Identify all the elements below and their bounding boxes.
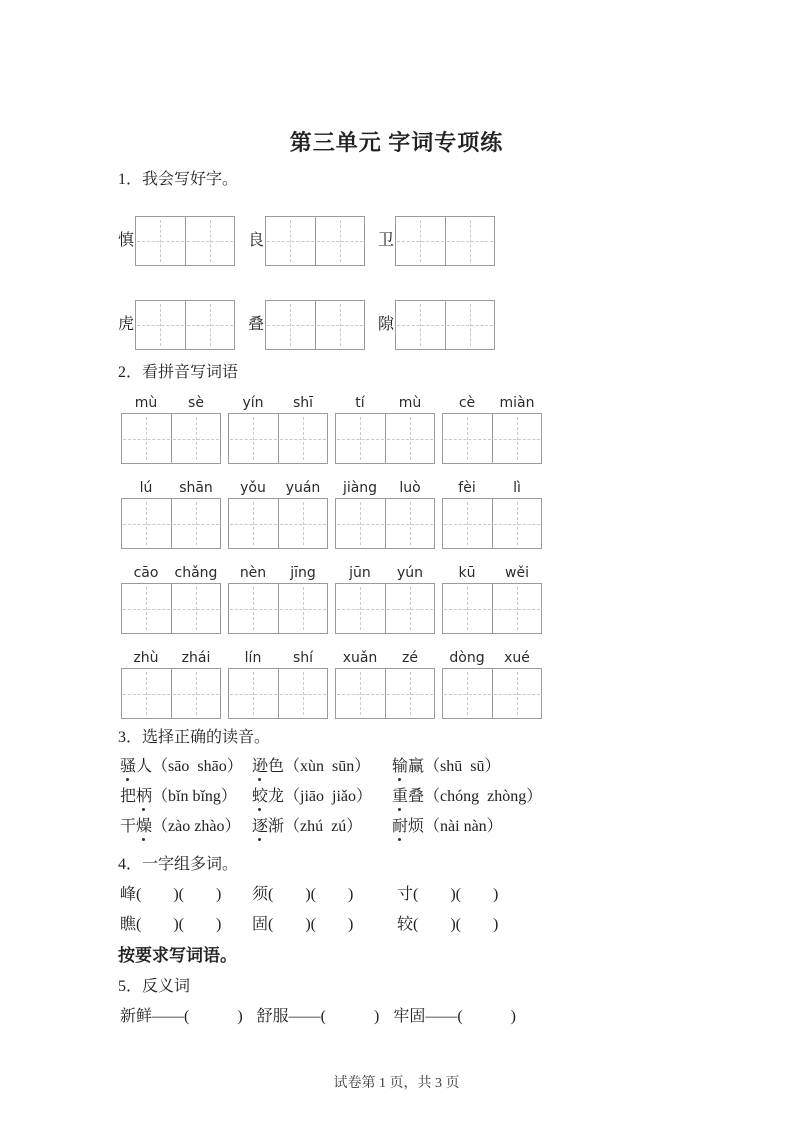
writing-cell xyxy=(385,414,434,463)
pinyin-syllable: zhù xyxy=(133,650,159,666)
pinyin-labels xyxy=(442,476,542,496)
character-label: 隙 xyxy=(378,316,395,333)
pinyin-syllable: shī xyxy=(292,395,314,411)
blank-parens: ( )( ) xyxy=(136,886,222,903)
writing-box xyxy=(335,583,435,634)
pinyin-syllable: kū xyxy=(458,565,476,581)
pronunciation-item xyxy=(392,817,503,837)
writing-box xyxy=(121,583,221,634)
pinyin-syllable: jiàng xyxy=(342,480,378,496)
write-words-heading: 按要求写词语。 xyxy=(118,946,237,965)
writing-cell xyxy=(385,669,434,718)
blank-parens: ( )( ) xyxy=(413,916,499,933)
dotted-character: 蛟 xyxy=(252,788,269,805)
writing-cell xyxy=(122,584,171,633)
writing-cell xyxy=(315,217,364,265)
pinyin-syllable: chǎng xyxy=(174,565,218,581)
pinyin-syllable: fèi xyxy=(458,480,476,496)
writing-grid-group xyxy=(378,216,495,266)
pinyin-syllable: xuǎn xyxy=(342,650,378,666)
antonym-item: 牢固——( ) xyxy=(393,1008,517,1025)
base-character: 须 xyxy=(252,886,269,903)
dotted-character: 骚 xyxy=(120,758,137,775)
writing-cell xyxy=(229,414,278,463)
writing-box xyxy=(265,216,365,266)
pinyin-labels xyxy=(228,476,328,496)
pinyin-group xyxy=(442,561,542,634)
writing-box xyxy=(228,498,328,549)
writing-box xyxy=(121,668,221,719)
pinyin-labels xyxy=(335,476,435,496)
writing-grid-row xyxy=(118,216,793,266)
pinyin-syllable: cè xyxy=(458,395,476,411)
writing-box xyxy=(395,300,495,350)
writing-cell xyxy=(278,669,327,718)
dotted-character: 逐 xyxy=(252,818,269,835)
pinyin-syllable: shí xyxy=(292,650,314,666)
pinyin-group xyxy=(335,561,435,634)
word-building-item xyxy=(397,915,498,935)
pinyin-labels xyxy=(121,646,221,666)
writing-box xyxy=(135,216,235,266)
word-building-item xyxy=(397,885,498,905)
pinyin-labels xyxy=(442,646,542,666)
writing-cell xyxy=(278,499,327,548)
pronunciation-item xyxy=(252,757,392,777)
character-label: 虎 xyxy=(118,316,135,333)
section-1-heading: 1．我会写好字。 xyxy=(118,171,239,188)
pinyin-labels xyxy=(442,561,542,581)
writing-cell xyxy=(136,217,185,265)
writing-cell xyxy=(492,584,541,633)
pronunciation-options: （zào zhào） xyxy=(152,818,241,835)
writing-cell xyxy=(171,584,220,633)
pinyin-group xyxy=(335,391,435,464)
pinyin-row xyxy=(121,476,793,549)
writing-cell xyxy=(278,414,327,463)
blank-parens: ( )( ) xyxy=(268,916,354,933)
word-building-item xyxy=(252,885,397,905)
pinyin-labels xyxy=(335,391,435,411)
pinyin-syllable: lì xyxy=(513,480,521,496)
pinyin-row xyxy=(121,391,793,464)
blank-parens: ( )( ) xyxy=(136,916,222,933)
writing-cell xyxy=(336,499,385,548)
writing-box xyxy=(121,413,221,464)
writing-cell xyxy=(396,301,445,349)
pinyin-labels xyxy=(121,561,221,581)
pinyin-group xyxy=(121,561,221,634)
pinyin-syllable: lín xyxy=(244,650,262,666)
word-building-item xyxy=(120,885,252,905)
pinyin-group xyxy=(228,476,328,549)
pronunciation-item xyxy=(120,757,252,777)
dotted-character: 重 xyxy=(392,788,409,805)
base-character: 固 xyxy=(252,916,269,933)
blank-parens: ( )( ) xyxy=(413,886,499,903)
writing-cell xyxy=(443,669,492,718)
pinyin-labels xyxy=(228,561,328,581)
dotted-character: 逊 xyxy=(252,758,269,775)
writing-cell xyxy=(443,499,492,548)
pinyin-labels xyxy=(335,646,435,666)
pinyin-row xyxy=(121,646,793,719)
writing-cell xyxy=(171,499,220,548)
writing-box xyxy=(442,668,542,719)
word-text: 干 xyxy=(120,818,137,835)
writing-cell xyxy=(266,217,315,265)
pinyin-syllable: cāo xyxy=(133,565,159,581)
pinyin-syllable: nèn xyxy=(239,565,267,581)
writing-cell xyxy=(171,669,220,718)
writing-cell xyxy=(336,669,385,718)
footer-page-number: 试卷第 1 页，共 3 页 xyxy=(333,1076,460,1091)
writing-box xyxy=(228,583,328,634)
pinyin-syllable: wěi xyxy=(505,565,529,581)
writing-cell xyxy=(492,669,541,718)
writing-grid-group xyxy=(118,300,235,350)
word-text: 叠 xyxy=(408,788,425,805)
pinyin-syllable: sè xyxy=(188,395,204,411)
blank-parens: ( )( ) xyxy=(268,886,354,903)
pinyin-group xyxy=(121,476,221,549)
writing-box xyxy=(442,413,542,464)
dotted-character: 燥 xyxy=(136,818,153,835)
pronunciation-item xyxy=(252,787,392,807)
word-text: 龙 xyxy=(268,788,285,805)
antonym-item: 新鲜——( ) xyxy=(120,1008,243,1025)
writing-cell xyxy=(385,499,434,548)
pinyin-syllable: jīng xyxy=(290,565,316,581)
writing-cell xyxy=(229,499,278,548)
character-label: 叠 xyxy=(248,316,265,333)
writing-cell xyxy=(315,301,364,349)
writing-cell xyxy=(136,301,185,349)
writing-cell xyxy=(492,499,541,548)
writing-cell xyxy=(385,584,434,633)
pinyin-labels xyxy=(228,646,328,666)
word-text: 人 xyxy=(136,758,153,775)
character-label: 良 xyxy=(248,232,265,249)
writing-cell xyxy=(336,414,385,463)
writing-box xyxy=(228,668,328,719)
page-title: 第三单元 字词专项练 xyxy=(289,130,504,155)
dotted-character: 耐 xyxy=(392,818,409,835)
antonym-item: 舒服——( ) xyxy=(256,1008,380,1025)
writing-cell xyxy=(336,584,385,633)
writing-box xyxy=(265,300,365,350)
pinyin-syllable: luò xyxy=(399,480,421,496)
pinyin-syllable: yuán xyxy=(285,480,321,496)
pinyin-group xyxy=(121,391,221,464)
dotted-character: 输 xyxy=(392,758,409,775)
pronunciation-item xyxy=(392,787,542,807)
writing-grid-row xyxy=(118,300,793,350)
writing-grid-group xyxy=(248,300,365,350)
word-text: 渐 xyxy=(268,818,285,835)
section-2-heading: 2．看拼音写词语 xyxy=(118,364,239,381)
writing-box xyxy=(335,668,435,719)
pinyin-group xyxy=(335,476,435,549)
pronunciation-item xyxy=(252,817,392,837)
pinyin-group xyxy=(442,391,542,464)
writing-cell xyxy=(278,584,327,633)
pinyin-syllable: miàn xyxy=(499,395,535,411)
character-label: 卫 xyxy=(378,232,395,249)
writing-cell xyxy=(122,414,171,463)
word-building-row xyxy=(120,885,793,905)
pronunciation-item xyxy=(392,757,501,777)
writing-box xyxy=(442,583,542,634)
word-building-item xyxy=(252,915,397,935)
word-text: 把 xyxy=(120,788,137,805)
pinyin-labels xyxy=(121,391,221,411)
writing-grid-group xyxy=(378,300,495,350)
writing-box xyxy=(228,413,328,464)
pinyin-syllable: shān xyxy=(179,480,213,496)
writing-box xyxy=(121,498,221,549)
pronunciation-options: （jiāo jiǎo） xyxy=(284,788,373,805)
base-character: 峰 xyxy=(120,886,137,903)
pinyin-syllable: yún xyxy=(396,565,424,581)
pronunciation-options: （xùn sūn） xyxy=(284,758,371,775)
word-text: 烦 xyxy=(408,818,425,835)
pinyin-syllable: mù xyxy=(398,395,422,411)
pinyin-syllable: zé xyxy=(402,650,418,666)
pronunciation-options: （sāo shāo） xyxy=(152,758,243,775)
writing-cell xyxy=(443,584,492,633)
writing-cell xyxy=(229,669,278,718)
pinyin-group xyxy=(121,646,221,719)
writing-cell xyxy=(122,499,171,548)
pinyin-labels xyxy=(121,476,221,496)
pinyin-group xyxy=(442,476,542,549)
pronunciation-options: （shū sū） xyxy=(424,758,501,775)
writing-cell xyxy=(171,414,220,463)
pinyin-syllable: mù xyxy=(134,395,158,411)
base-character: 寸 xyxy=(397,886,414,903)
pronunciation-options: （nài nàn） xyxy=(424,818,503,835)
pinyin-syllable: dòng xyxy=(449,650,485,666)
writing-grid-group xyxy=(118,216,235,266)
pronunciation-row xyxy=(120,817,793,837)
pinyin-syllable: yǒu xyxy=(240,480,266,496)
section-3-heading: 3．选择正确的读音。 xyxy=(118,729,271,746)
pinyin-labels xyxy=(442,391,542,411)
writing-cell xyxy=(396,217,445,265)
pronunciation-options: （zhú zú） xyxy=(284,818,363,835)
writing-cell xyxy=(229,584,278,633)
pronunciation-row xyxy=(120,757,793,777)
pronunciation-options: （chóng zhòng） xyxy=(424,788,543,805)
dotted-character: 柄 xyxy=(136,788,153,805)
pinyin-row xyxy=(121,561,793,634)
section-4-heading: 4．一字组多词。 xyxy=(118,856,239,873)
writing-box xyxy=(442,498,542,549)
pinyin-syllable: yín xyxy=(242,395,264,411)
pinyin-syllable: xué xyxy=(504,650,530,666)
writing-cell xyxy=(185,217,234,265)
pinyin-syllable: tí xyxy=(355,395,365,411)
pinyin-syllable: jūn xyxy=(349,565,371,581)
pronunciation-options: （bǐn bǐng） xyxy=(152,788,237,805)
pinyin-group xyxy=(335,646,435,719)
word-building-row xyxy=(120,915,793,935)
writing-box xyxy=(395,216,495,266)
pinyin-group xyxy=(442,646,542,719)
writing-cell xyxy=(445,301,494,349)
antonym-row xyxy=(120,1007,793,1027)
writing-box xyxy=(335,413,435,464)
writing-grid-group xyxy=(248,216,365,266)
pinyin-group xyxy=(228,561,328,634)
writing-box xyxy=(335,498,435,549)
section-5-heading: 5．反义词 xyxy=(118,978,191,995)
writing-cell xyxy=(266,301,315,349)
pinyin-syllable: lú xyxy=(139,480,153,496)
writing-cell xyxy=(122,669,171,718)
writing-cell xyxy=(492,414,541,463)
word-building-item xyxy=(120,915,252,935)
pronunciation-row xyxy=(120,787,793,807)
pronunciation-item xyxy=(120,817,252,837)
pinyin-group xyxy=(228,646,328,719)
base-character: 较 xyxy=(397,916,414,933)
pinyin-syllable: zhái xyxy=(181,650,211,666)
pinyin-group xyxy=(228,391,328,464)
character-label: 慎 xyxy=(118,232,135,249)
pinyin-labels xyxy=(335,561,435,581)
pronunciation-item xyxy=(120,787,252,807)
writing-cell xyxy=(185,301,234,349)
word-text: 赢 xyxy=(408,758,425,775)
word-text: 色 xyxy=(268,758,285,775)
base-character: 瞧 xyxy=(120,916,137,933)
writing-cell xyxy=(445,217,494,265)
writing-cell xyxy=(443,414,492,463)
pinyin-labels xyxy=(228,391,328,411)
writing-box xyxy=(135,300,235,350)
